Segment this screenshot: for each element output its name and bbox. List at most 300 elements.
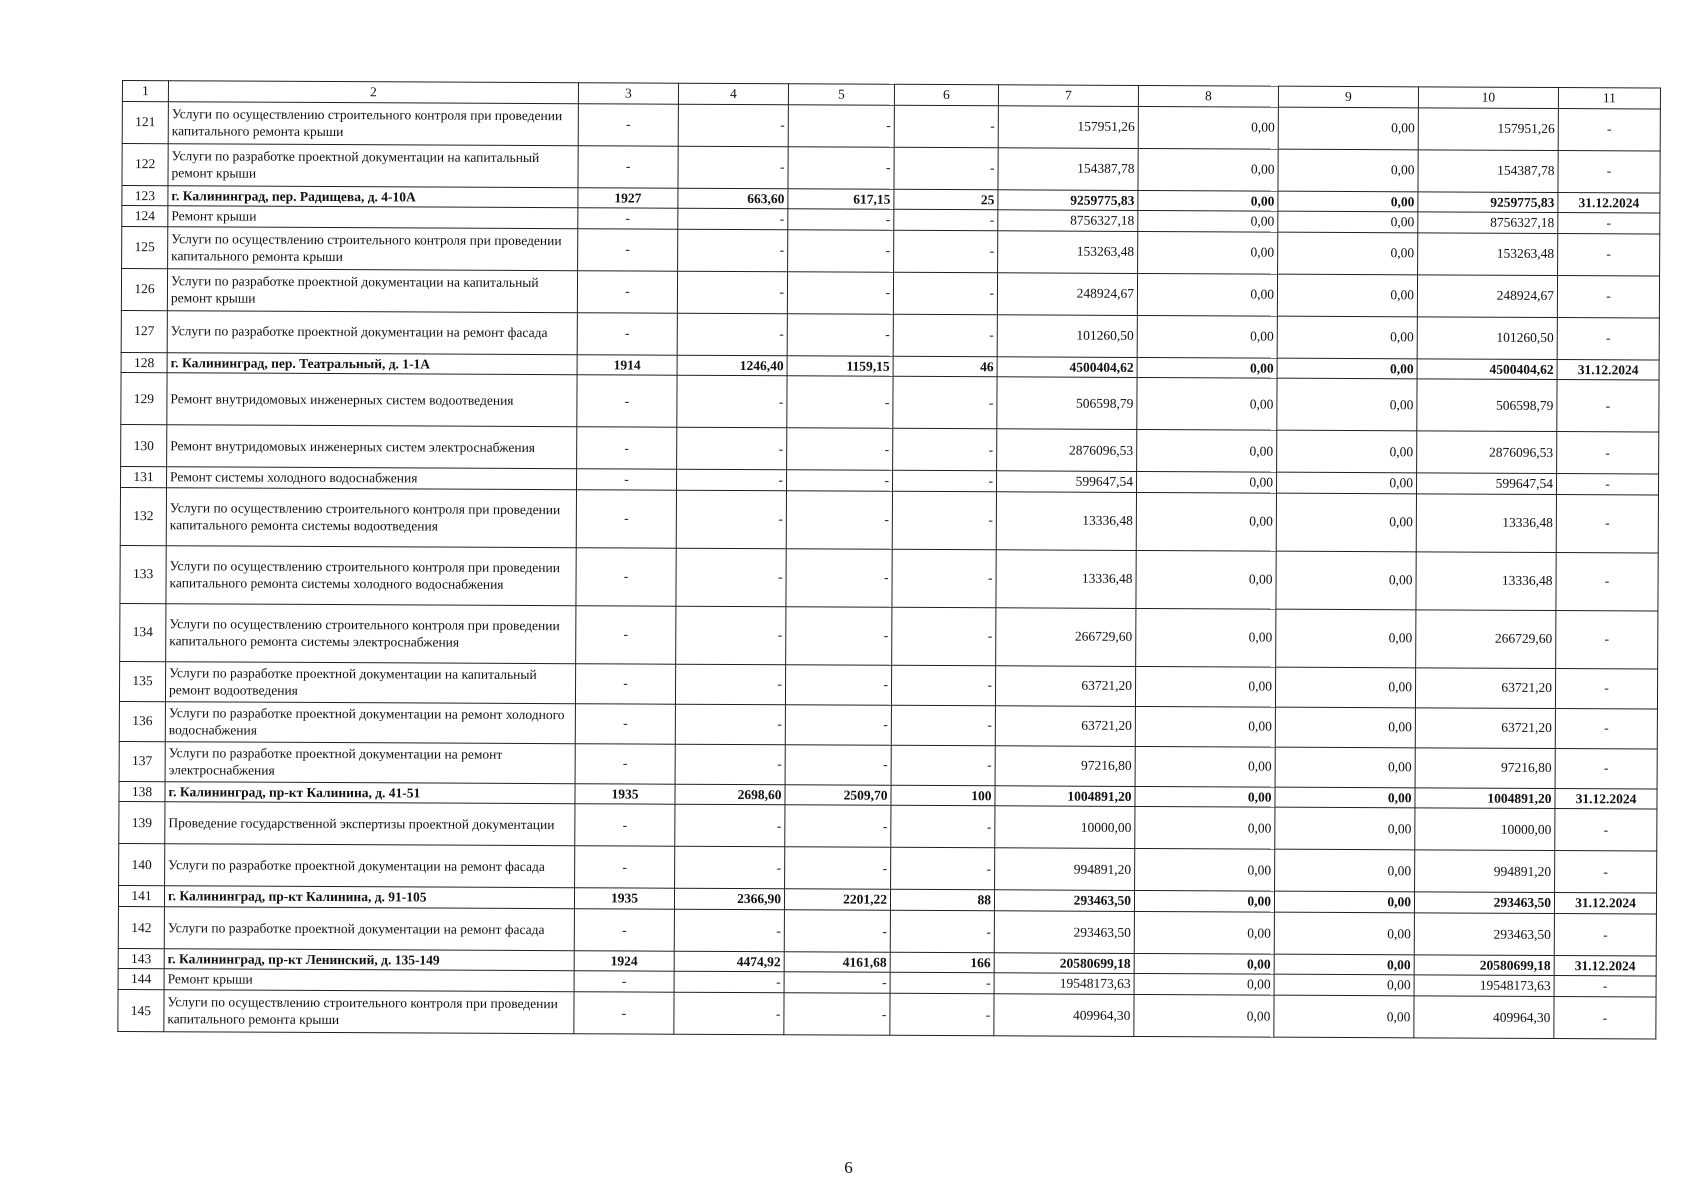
cost-cell-col9: 0,00 — [1278, 191, 1418, 212]
total-area-cell: - — [675, 664, 785, 705]
residents-cell: - — [892, 491, 996, 550]
year-built-cell: 1927 — [578, 187, 678, 208]
year-built-cell: - — [578, 208, 678, 229]
deadline-cell: - — [1554, 996, 1656, 1038]
residents-cell: - — [891, 665, 995, 706]
cost-cell-col9: 0,00 — [1277, 274, 1417, 317]
cost-cell-col10: 63721,20 — [1415, 668, 1555, 709]
cost-cell-col10: 2876096,53 — [1417, 431, 1557, 474]
table-row-name: Услуги по разработке проектной документации на ремонт холодного водоснабжения — [165, 701, 575, 743]
total-cost-cell: 994891,20 — [995, 848, 1135, 891]
total-area-cell: - — [675, 704, 785, 745]
table-row-number: 134 — [120, 603, 166, 661]
living-area-cell: - — [785, 805, 891, 848]
year-built-cell: - — [578, 103, 678, 145]
cost-cell-col10: 13336,48 — [1416, 552, 1556, 611]
living-area-cell: - — [785, 664, 891, 705]
cost-cell-col9: 0,00 — [1275, 807, 1415, 850]
residents-cell: - — [890, 993, 994, 1036]
table-row-number: 124 — [122, 206, 168, 227]
deadline-cell: - — [1555, 851, 1657, 893]
cost-cell-col10: 506598,79 — [1417, 379, 1557, 432]
residents-cell: - — [891, 705, 995, 746]
total-area-cell: - — [674, 909, 784, 952]
total-area-cell: - — [677, 271, 787, 314]
total-cost-cell: 63721,20 — [995, 666, 1135, 707]
total-area-cell: - — [677, 469, 787, 490]
cost-cell-col8: 0,00 — [1138, 190, 1278, 211]
deadline-cell: - — [1558, 150, 1660, 192]
cost-cell-col9: 0,00 — [1278, 211, 1418, 232]
cost-cell-col10: 409964,30 — [1414, 996, 1554, 1039]
cost-cell-col8: 0,00 — [1136, 472, 1276, 493]
year-built-cell: 1935 — [575, 783, 675, 804]
table-row-number: 123 — [122, 185, 168, 206]
cost-cell-col9: 0,00 — [1276, 609, 1416, 668]
residents-cell: - — [890, 910, 994, 953]
total-cost-cell: 266729,60 — [996, 608, 1136, 667]
cost-cell-col9: 0,00 — [1276, 551, 1416, 610]
cost-cell-col10: 1004891,20 — [1415, 788, 1555, 809]
table-row-number: 125 — [122, 226, 168, 268]
work-item-row — [121, 425, 1659, 475]
cost-cell-col10: 63721,20 — [1415, 708, 1555, 749]
total-area-cell: 4474,92 — [674, 951, 784, 972]
deadline-cell: - — [1556, 494, 1658, 552]
deadline-cell: - — [1556, 474, 1658, 495]
residents-cell: 166 — [890, 952, 994, 973]
table-row-name: Услуги по разработке проектной документации на капитальный ремонт крыши — [168, 143, 578, 187]
year-built-cell: - — [577, 270, 677, 312]
living-area-cell: - — [787, 428, 893, 471]
living-area-cell: - — [788, 104, 894, 147]
cost-cell-col9: 0,00 — [1278, 232, 1418, 275]
table-row-name: Услуги по осуществлению строительного контроля при проведении капитального ремонта системы холодного водоснабжения — [166, 545, 576, 605]
table-row-number: 142 — [118, 906, 164, 948]
cost-cell-col8: 0,00 — [1135, 807, 1275, 850]
column-number: 7 — [998, 85, 1138, 106]
work-item-row — [118, 906, 1656, 956]
cost-cell-col9: 0,00 — [1276, 493, 1416, 552]
cost-cell-col8: 0,00 — [1137, 430, 1277, 473]
residents-cell: - — [891, 806, 995, 849]
cost-cell-col8: 0,00 — [1138, 231, 1278, 274]
table-row-number: 131 — [121, 467, 167, 488]
table-row-number: 127 — [121, 310, 167, 352]
total-cost-cell: 506598,79 — [997, 377, 1137, 430]
cost-cell-col8: 0,00 — [1136, 550, 1276, 609]
cost-cell-col8: 0,00 — [1137, 315, 1277, 358]
cost-cell-col10: 101260,50 — [1417, 316, 1557, 359]
living-area-cell: - — [784, 993, 890, 1036]
residents-cell: - — [892, 549, 996, 608]
year-built-cell: - — [577, 312, 677, 354]
table-row-number: 143 — [118, 948, 164, 969]
cost-cell-col8: 0,00 — [1137, 273, 1277, 316]
cost-cell-col9: 0,00 — [1274, 954, 1414, 975]
table-row-name: Услуги по разработке проектной документации на капитальный ремонт крыши — [167, 268, 577, 312]
cost-cell-col10: 13336,48 — [1416, 494, 1556, 553]
work-item-row — [122, 143, 1660, 193]
table-row-number: 121 — [122, 101, 168, 143]
table-row-number: 136 — [119, 701, 165, 741]
work-item-row — [120, 603, 1658, 669]
work-item-row — [121, 373, 1659, 433]
cost-cell-col10: 154387,78 — [1418, 149, 1558, 192]
total-cost-cell: 19548173,63 — [994, 973, 1134, 994]
cost-cell-col10: 20580699,18 — [1414, 955, 1554, 976]
residents-cell: - — [891, 848, 995, 891]
living-area-cell: - — [786, 548, 892, 607]
cost-cell-col8: 0,00 — [1135, 746, 1275, 787]
living-area-cell: - — [785, 744, 891, 785]
total-cost-cell: 97216,80 — [995, 746, 1135, 787]
year-built-cell: - — [575, 663, 675, 703]
deadline-cell: - — [1554, 913, 1656, 955]
cost-cell-col10: 293463,50 — [1414, 892, 1554, 913]
cost-cell-col8: 0,00 — [1138, 148, 1278, 191]
work-item-row — [120, 487, 1658, 553]
year-built-cell: - — [575, 804, 675, 846]
cost-cell-col10: 8756327,18 — [1418, 212, 1558, 233]
table-row-name: Ремонт внутридомовых инженерных систем электроснабжения — [167, 425, 577, 469]
table-row-name: Услуги по разработке проектной документации на ремонт фасада — [164, 907, 574, 951]
total-cost-cell: 153263,48 — [998, 230, 1138, 273]
year-built-cell: 1914 — [577, 354, 677, 375]
residents-cell: - — [893, 272, 997, 315]
total-cost-cell: 4500404,62 — [997, 356, 1137, 377]
total-cost-cell: 63721,20 — [995, 706, 1135, 747]
year-built-cell: - — [576, 605, 676, 663]
cost-cell-col8: 0,00 — [1134, 974, 1274, 995]
deadline-cell: - — [1557, 275, 1659, 317]
residents-cell: - — [894, 209, 998, 230]
table-row-number: 122 — [122, 143, 168, 185]
cost-cell-col9: 0,00 — [1275, 849, 1415, 892]
deadline-cell: - — [1558, 233, 1660, 275]
total-area-cell: - — [677, 375, 787, 428]
cost-cell-col9: 0,00 — [1277, 378, 1417, 431]
cost-cell-col8: 0,00 — [1134, 953, 1274, 974]
table-row-number: 137 — [119, 741, 165, 781]
living-area-cell: 617,15 — [788, 188, 894, 209]
table-row-name: г. Калининград, пр-кт Калинина, д. 41-51 — [165, 781, 575, 804]
living-area-cell: - — [787, 470, 893, 491]
cost-cell-col10: 994891,20 — [1415, 850, 1555, 893]
living-area-cell: - — [786, 490, 892, 549]
work-item-row — [121, 310, 1659, 360]
table-row-name: Проведение государственной экспертизы проектной документации — [165, 802, 575, 846]
cost-cell-col9: 0,00 — [1275, 787, 1415, 808]
total-area-cell: - — [676, 548, 786, 607]
table-row-name: Услуги по разработке проектной документации на ремонт электроснабжения — [165, 741, 575, 783]
total-area-cell: 2698,60 — [675, 784, 785, 805]
total-area-cell: - — [675, 744, 785, 785]
cost-cell-col9: 0,00 — [1276, 472, 1416, 493]
year-built-cell: 1924 — [574, 951, 674, 972]
residents-cell: 88 — [890, 890, 994, 911]
total-area-cell: - — [675, 804, 785, 847]
cost-cell-col8: 0,00 — [1134, 891, 1274, 912]
table-row-number: 130 — [121, 425, 167, 467]
work-item-row — [119, 844, 1657, 894]
total-cost-cell: 248924,67 — [997, 272, 1137, 315]
table-row-number: 141 — [118, 886, 164, 907]
column-number: 6 — [894, 84, 998, 105]
work-item-row — [119, 802, 1657, 852]
table-row-number: 144 — [118, 969, 164, 990]
work-item-row — [122, 101, 1660, 151]
total-area-cell: - — [674, 972, 784, 993]
table-row-name: Ремонт внутридомовых инженерных систем водоотведения — [167, 373, 577, 427]
deadline-cell: - — [1555, 668, 1657, 708]
total-cost-cell: 9259775,83 — [998, 189, 1138, 210]
residents-cell: - — [892, 607, 996, 666]
residents-cell: - — [891, 745, 995, 786]
residents-cell: - — [890, 973, 994, 994]
total-cost-cell: 409964,30 — [994, 994, 1134, 1037]
table-row-number: 126 — [121, 268, 167, 310]
total-area-cell: - — [678, 104, 788, 147]
deadline-cell: - — [1555, 809, 1657, 851]
cost-cell-col8: 0,00 — [1135, 706, 1275, 747]
deadline-cell: 31.12.2024 — [1558, 192, 1660, 213]
residents-cell: - — [893, 470, 997, 491]
work-item-row — [121, 268, 1659, 318]
residents-cell: 100 — [891, 785, 995, 806]
cost-cell-col8: 0,00 — [1134, 994, 1274, 1037]
total-cost-cell: 293463,50 — [994, 911, 1134, 954]
total-area-cell: - — [678, 146, 788, 189]
table-row-name: Услуги по разработке проектной документации на ремонт фасада — [167, 310, 577, 354]
total-cost-cell: 1004891,20 — [995, 786, 1135, 807]
total-area-cell: - — [674, 992, 784, 1035]
cost-cell-col10: 9259775,83 — [1418, 191, 1558, 212]
table-row-name: Услуги по осуществлению строительного контроля при проведении капитального ремонта системы водоотведения — [166, 487, 576, 547]
total-area-cell: 2366,90 — [674, 888, 784, 909]
total-cost-cell: 13336,48 — [996, 492, 1136, 551]
year-built-cell: - — [577, 375, 677, 427]
year-built-cell: - — [574, 909, 674, 951]
column-number: 5 — [788, 84, 894, 105]
cost-cell-col9: 0,00 — [1277, 358, 1417, 379]
living-area-cell: - — [784, 972, 890, 993]
cost-cell-col10: 10000,00 — [1415, 808, 1555, 851]
table-row-name: Ремонт крыши — [164, 969, 574, 992]
year-built-cell: - — [575, 846, 675, 888]
table-row-name: Ремонт системы холодного водоснабжения — [167, 467, 577, 490]
document-sheet — [117, 80, 1660, 1039]
column-number: 9 — [1278, 86, 1418, 107]
column-number: 2 — [168, 81, 578, 104]
living-area-cell: - — [785, 847, 891, 890]
residents-cell: 25 — [894, 189, 998, 210]
table-row-number: 138 — [119, 781, 165, 802]
living-area-cell: - — [788, 146, 894, 189]
deadline-cell: 31.12.2024 — [1557, 359, 1659, 380]
cost-cell-col10: 4500404,62 — [1417, 358, 1557, 379]
cost-cell-col10: 153263,48 — [1418, 232, 1558, 275]
cost-cell-col9: 0,00 — [1277, 430, 1417, 473]
total-cost-cell: 8756327,18 — [998, 210, 1138, 231]
total-cost-cell: 154387,78 — [998, 147, 1138, 190]
living-area-cell: - — [788, 209, 894, 230]
cost-cell-col8: 0,00 — [1138, 211, 1278, 232]
total-area-cell: 663,60 — [678, 188, 788, 209]
deadline-cell: - — [1558, 108, 1660, 150]
cost-cell-col9: 0,00 — [1274, 891, 1414, 912]
total-cost-cell: 10000,00 — [995, 806, 1135, 849]
table-row-number: 128 — [121, 352, 167, 373]
table-row-name: Услуги по осуществлению строительного контроля при проведении капитального ремонта крыши — [168, 101, 578, 145]
cost-cell-col9: 0,00 — [1274, 912, 1414, 955]
total-area-cell: - — [678, 229, 788, 272]
cost-cell-col9: 0,00 — [1275, 667, 1415, 708]
total-cost-cell: 13336,48 — [996, 550, 1136, 609]
table-row-number: 132 — [120, 487, 166, 545]
table-row-number: 129 — [121, 373, 167, 425]
column-number: 10 — [1418, 87, 1558, 108]
residents-cell: - — [894, 230, 998, 273]
registry-table — [117, 80, 1661, 1039]
year-built-cell: - — [577, 469, 677, 490]
table-row-name: Услуги по разработке проектной документации на капитальный ремонт водоотведения — [165, 661, 575, 703]
cost-cell-col10: 266729,60 — [1416, 610, 1556, 669]
year-built-cell: - — [574, 971, 674, 992]
total-area-cell: 1246,40 — [677, 355, 787, 376]
deadline-cell: - — [1555, 748, 1657, 788]
living-area-cell: - — [787, 376, 893, 429]
cost-cell-col8: 0,00 — [1137, 378, 1277, 431]
deadline-cell: - — [1557, 317, 1659, 359]
cost-cell-col9: 0,00 — [1278, 107, 1418, 150]
living-area-cell: 2509,70 — [785, 784, 891, 805]
cost-cell-col8: 0,00 — [1135, 849, 1275, 892]
column-number: 4 — [678, 83, 788, 104]
year-built-cell: - — [576, 489, 676, 547]
cost-cell-col9: 0,00 — [1274, 995, 1414, 1038]
table-row-name: Услуги по осуществлению строительного контроля при проведении капитального ремонта системы электроснабжения — [166, 603, 576, 663]
cost-cell-col8: 0,00 — [1135, 786, 1275, 807]
table-row-number: 145 — [118, 989, 164, 1031]
table-row-name: г. Калининград, пер. Театральный, д. 1-1А — [167, 352, 577, 375]
cost-cell-col9: 0,00 — [1275, 747, 1415, 788]
deadline-cell: - — [1558, 213, 1660, 234]
table-row-name: Услуги по осуществлению строительного контроля при проведении капитального ремонта крыши — [168, 226, 578, 270]
deadline-cell: - — [1556, 610, 1658, 668]
total-area-cell: - — [678, 208, 788, 229]
year-built-cell: - — [577, 427, 677, 469]
total-area-cell: - — [677, 313, 787, 356]
deadline-cell: - — [1557, 432, 1659, 474]
living-area-cell: 1159,15 — [787, 355, 893, 376]
total-area-cell: - — [677, 427, 787, 470]
column-number: 11 — [1558, 88, 1660, 109]
year-built-cell: - — [574, 992, 674, 1034]
deadline-cell: 31.12.2024 — [1555, 788, 1657, 809]
deadline-cell: - — [1556, 552, 1658, 610]
residents-cell: - — [893, 428, 997, 471]
residents-cell: - — [894, 105, 998, 148]
cost-cell-col9: 0,00 — [1277, 316, 1417, 359]
residents-cell: - — [894, 147, 998, 190]
total-cost-cell: 599647,54 — [996, 471, 1136, 492]
column-number: 8 — [1138, 85, 1278, 106]
work-item-row — [118, 989, 1656, 1039]
living-area-cell: 4161,68 — [784, 952, 890, 973]
page-number: 6 — [844, 1158, 853, 1177]
cost-cell-col10: 97216,80 — [1415, 748, 1555, 789]
cost-cell-col8: 0,00 — [1134, 911, 1274, 954]
cost-cell-col8: 0,00 — [1136, 608, 1276, 667]
cost-cell-col10: 293463,50 — [1414, 913, 1554, 956]
total-cost-cell: 293463,50 — [994, 890, 1134, 911]
table-row-name: Ремонт крыши — [168, 206, 578, 229]
living-area-cell: - — [788, 229, 894, 272]
living-area-cell: - — [786, 606, 892, 665]
total-cost-cell: 157951,26 — [998, 105, 1138, 148]
year-built-cell: - — [578, 145, 678, 187]
column-number: 3 — [578, 83, 678, 104]
cost-cell-col8: 0,00 — [1136, 492, 1276, 551]
residents-cell: - — [893, 314, 997, 357]
table-row-name: г. Калининград, пер. Радищева, д. 4-10А — [168, 185, 578, 208]
year-built-cell: 1935 — [574, 888, 674, 909]
living-area-cell: - — [787, 313, 893, 356]
table-body — [118, 101, 1661, 1039]
table-row-name: г. Калининград, пр-кт Ленинский, д. 135-149 — [164, 949, 574, 972]
year-built-cell: - — [576, 547, 676, 605]
residents-cell: 46 — [893, 356, 997, 377]
cost-cell-col8: 0,00 — [1135, 666, 1275, 707]
living-area-cell: 2201,22 — [784, 889, 890, 910]
table-row-number: 133 — [120, 545, 166, 603]
residents-cell: - — [893, 376, 997, 429]
cost-cell-col9: 0,00 — [1274, 975, 1414, 996]
deadline-cell: - — [1555, 708, 1657, 748]
year-built-cell: - — [575, 703, 675, 743]
deadline-cell: - — [1554, 976, 1656, 997]
cost-cell-col10: 19548173,63 — [1414, 975, 1554, 996]
column-number: 1 — [122, 81, 168, 102]
living-area-cell: - — [784, 910, 890, 953]
total-cost-cell: 20580699,18 — [994, 953, 1134, 974]
cost-cell-col10: 248924,67 — [1417, 274, 1557, 317]
table-row-number: 135 — [119, 661, 165, 701]
year-built-cell: - — [575, 743, 675, 783]
total-cost-cell: 2876096,53 — [997, 429, 1137, 472]
cost-cell-col8: 0,00 — [1137, 357, 1277, 378]
deadline-cell: 31.12.2024 — [1554, 955, 1656, 976]
cost-cell-col10: 157951,26 — [1418, 107, 1558, 150]
table-row-number: 140 — [119, 844, 165, 886]
table-row-number: 139 — [119, 802, 165, 844]
total-cost-cell: 101260,50 — [997, 314, 1137, 357]
table-row-name: Услуги по разработке проектной документации на ремонт фасада — [165, 844, 575, 888]
cost-cell-col9: 0,00 — [1275, 707, 1415, 748]
deadline-cell: 31.12.2024 — [1554, 893, 1656, 914]
total-area-cell: - — [676, 490, 786, 549]
living-area-cell: - — [787, 271, 893, 314]
work-item-row — [122, 226, 1660, 276]
living-area-cell: - — [785, 704, 891, 745]
deadline-cell: - — [1557, 380, 1659, 432]
cost-cell-col8: 0,00 — [1138, 106, 1278, 149]
total-area-cell: - — [676, 606, 786, 665]
table-row-name: г. Калининград, пр-кт Калинина, д. 91-105 — [164, 886, 574, 909]
cost-cell-col10: 599647,54 — [1416, 473, 1556, 494]
total-area-cell: - — [675, 846, 785, 889]
